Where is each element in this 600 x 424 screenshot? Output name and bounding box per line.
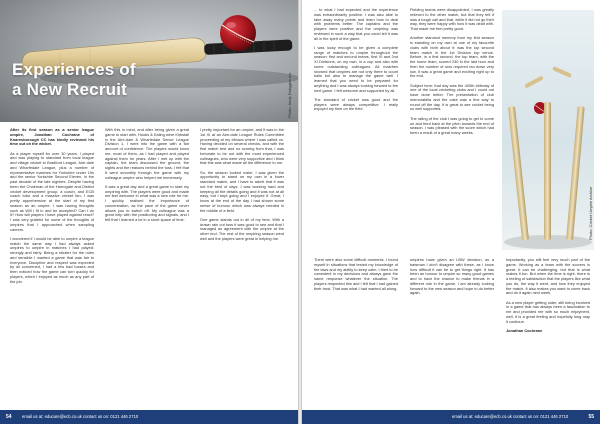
article-title-line-1: Experiences of [12,60,136,79]
contact-info: email us at: educare@ecb.co.uk contact us on: 0121 446 2710 [452,414,569,419]
author-signature: Jonathan Cochrane [506,327,543,333]
body-paragraph: So, the season looked rosier, I was given the opportunity to stand on my own in a lower standard match, and I have to admit that it was not the best of days. I was working hard and keeping all the details going and it was not at all easy, but I kept going and I enjoyed it. Great, I know at the end of the day I had shown some sense of humour which was always needed in the middle of a field. [200,169,284,213]
body-paragraph: I pretty important for an umpire, and it was in the 1st XI at an Aire-dale League Rules Committee proceeding at my elbows where I was called on. Having decided on several checks, and with the first match test and no scoring from that, I was fortunate to be out with the most experienced colleagues, who were very supportive and I think that this was what made all the difference to me. [200,127,284,166]
body-paragraph: Another standout memory from my first season is standing on my own at one of my favourite clubs with both about it: was the top second team match in the 1st Division top venue. Before, in a first second, the top team, with the the home team, scored 230 in the last hour and then the number of runs required ran down very low. It was a great game and exciting right up to the end. [410,35,494,79]
left-page [0,0,298,424]
left-column-2 [105,128,189,227]
photo-credit: Photo: Andy Dwiggins Inc. [287,71,292,118]
body-paragraph: As a player myself for over 30 years, I played and was playing to standard from local league and village cricket to Bradford League, Aire-dale and Wharfedale League, plus a number of representative matches for Yorkshire under 19s and the senior Yorkshire Second Eleven. In the past decade of the late eighties. Despite having been the Chairman of the Harrogate and District cricket development group, a coach, and ECB coach tutor and a massive cricket fan, I was pretty apprehensive at the start of my first season as an umpire. I was having thoughts such as Will I fit in and be accepted? Can I do it? How will players I have played against react? I was very grateful for some of the thoughts of umpires that I approached when sampling careers. [10,150,94,232]
left-column-1 [10,128,94,289]
right-footer-bar [302,410,600,424]
body-paragraph: It was a great day and a great game to start my umpiring with. The players were good and made me feel welcome in what was a new role for me. I quickly realised the importance of concentration, as the pace of the game never allows you to switch off. My colleague was a great help with the positioning and signals, and I felt that I learned a lot in a short space of time. [105,183,189,223]
cricket-ball-image [220,15,256,51]
left-column-3 [200,128,284,246]
body-paragraph: Subject here: that day was the 400th birthday of one of the local cricketing clubs and I could not have done better. The presentation of club memorabilia and the cake was a fine way to round off the day. It is great to see cricket being so well supported. [410,82,494,112]
intro-paragraph: After its first season as a senior league umpire, Jonathan Cochrane of Knaresborough CC has kindly reviewed his time out on the wicket. [10,127,94,147]
contact-info: email us at: educare@ecb.co.uk contact us on: 0121 446 2710 [22,414,139,419]
page-number: 54 [6,414,12,420]
article-title-line-2: a New Recruit [12,80,128,99]
cricket-stumps-image [502,10,594,250]
body-paragraph: ... to what I had expected and the experience was extraordinarily positive. I was also able to take away many points and learn how to deal with problems better. The captains and the players were positive and the umpiring was reviewed in such a way that you could tell it was all in the spirit of the game. [314,7,398,41]
hero-photo [0,0,298,122]
right-column-2 [410,8,494,140]
stumps-photo [502,10,594,250]
body-paragraph: Importantly, you still feel very much part of the game. Working as a team with the scorers is great. It can be challenging, but that is what makes it fun. But when the time is right, there is a feeling of satisfaction that the players like what you do, the way it went, and how they enjoyed the match. It also makes you want to come back and do it again next week. [506,257,590,296]
body-paragraph: Fielding teams were disappointed, I was greatly relieved to the other match, but that they felt it was a tough call and that, while it did not go their way, they were happy with how it was dealt with. That made me feel pretty good. [410,7,494,31]
body-paragraph: As a new player getting older, still being involved in a game that has always been a fascination to me and provided me with so much enjoyment, well, it is a great feeling and hopefully long may it continue. [506,299,590,324]
right-column-1 [314,8,398,117]
body-paragraph: umpires have given an LBW decision, as a batsman I don't disagree with these, as I know how difficult it can be to get things right. It has been an honour to umpire so many good games and to have the chance to make friends in a different role in the game. I am already looking forward to the new season and hope to do better again. [410,257,494,296]
right-page [302,0,600,424]
stumps-photo-credit: Photo: Cricket Umpire Archive [588,186,593,240]
page-number: 55 [588,414,594,420]
right-column-1-lower [314,258,398,296]
body-paragraph: I was lucky enough to be given a complete range of matches to umpire throughout the season: first and second teams, first XI and 2nd XI Divisions, on my own, in a cup and also with some outstanding colleagues. All matches showed that umpires are not only there to count balls but also to manage the game well. I learned that you need to be prepared for anything and I was always looking forward to the next game. I felt welcome and supported by all. [314,44,398,93]
left-footer-bar [0,410,298,424]
body-paragraph: The rating of the club I was going to get to come on and feed back at the pitch towards the end of season. I was pleased with the score which had been a result of a great many weeks. [410,115,494,136]
body-paragraph: The standard of cricket was good and the players were always competitive. I really enjoyed my time on the field. [314,96,398,112]
right-column-3 [506,258,590,338]
article-title [12,60,136,100]
body-paragraph: With this in mind, and after being given a great game to start with, Hoobs & Ealing were Kirkstall in the Aire-dale & Wharfedale Senior League Division 1, I went into the game with a fair amount of confidence. The players would know me, most of them, as I had played and played against them for years. After I met up with the captain, the team discussed the ground, the sights and the reasons behind the toss. I felt that it went smoothly through the game with my colleague umpire who helped me immensely. [105,127,189,180]
body-paragraph: One game stands out in all of my time, With a drawn rain cut toss it was good to see and that I managed an agreement with the umpire at the other end. The rest of the umpiring season went well and the players were great in helping me. [200,216,284,241]
body-paragraph: I wondered if I would be able to umpire a league match the same way I had always asked umpires to umpire in matches I had played: strongly and fairly. Being a stickler for the rules and sensible I wanted a game that was fair to everyone. Discipline and respect was expected by all concerned, I had a few bad tosses and then noticed how the game can turn quickly for players, which I enjoyed as much as any part of the job. [10,235,94,284]
body-paragraph: There were also some difficult moments. I found myself in situations that tested my knowledge of the laws and my ability to keep calm. I tried to be consistent in my decisions and always gave the same response whatever the situation. The players respected this and I felt that I had gained their trust. That was what I had wanted all along. [314,257,398,291]
right-column-2-lower [410,258,494,301]
